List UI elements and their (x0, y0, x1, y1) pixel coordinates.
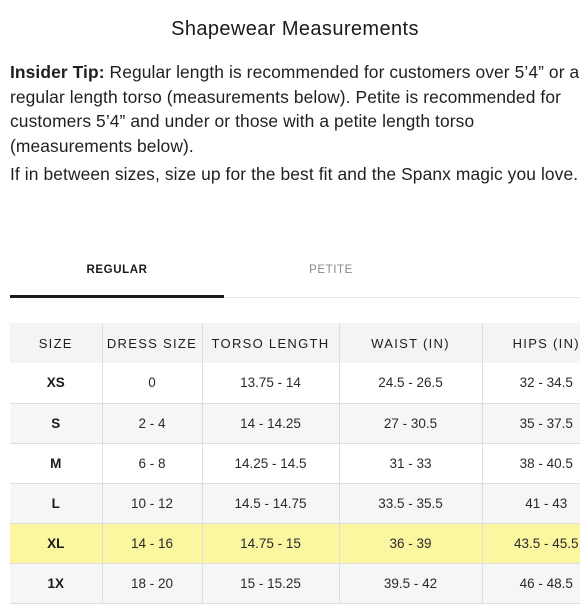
column-header-size: SIZE (10, 323, 102, 363)
table-row (10, 363, 580, 403)
tip-paragraph (10, 60, 580, 158)
tip-lead: Insider Tip: (10, 62, 105, 82)
torso-length-cell: 13.75 - 14 (202, 363, 339, 403)
size-cell: S (10, 403, 102, 443)
table-row (10, 443, 580, 483)
table-row (10, 403, 580, 443)
size-table (10, 323, 580, 604)
active-tab-indicator (10, 295, 224, 298)
dress-size-cell: 2 - 4 (102, 403, 202, 443)
waist-cell: 27 - 30.5 (339, 403, 482, 443)
hips-cell: 41 - 43 (525, 495, 568, 511)
column-header-hips: HIPS (IN) (512, 335, 580, 351)
size-cell: XL (10, 523, 102, 563)
table-row-highlighted (10, 523, 580, 563)
torso-length-cell: 14.25 - 14.5 (202, 443, 339, 483)
dress-size-cell: 14 - 16 (102, 523, 202, 563)
hips-cell: 46 - 48.5 (519, 575, 573, 591)
size-cell: XS (10, 363, 102, 403)
size-cell: L (10, 483, 102, 523)
torso-length-cell: 14.75 - 15 (202, 523, 339, 563)
torso-length-cell: 14 - 14.25 (202, 403, 339, 443)
dress-size-cell: 0 (102, 363, 202, 403)
tab-regular[interactable]: REGULAR (86, 264, 148, 276)
page-title: Shapewear Measurements (171, 18, 419, 40)
table-header-row (10, 323, 580, 363)
table-row (10, 483, 580, 523)
column-header-dress-size: DRESS SIZE (102, 323, 202, 363)
hips-cell: 43.5 - 45.5 (513, 535, 579, 551)
torso-length-cell: 14.5 - 14.75 (202, 483, 339, 523)
waist-cell: 39.5 - 42 (339, 563, 482, 603)
waist-cell: 31 - 33 (339, 443, 482, 483)
dress-size-cell: 10 - 12 (102, 483, 202, 523)
tip-note: If in between sizes, size up for the best fit and the Spanx magic you love. (10, 164, 579, 184)
size-chart (10, 323, 580, 604)
size-tabs (10, 255, 580, 299)
hips-cell: 32 - 34.5 (519, 375, 573, 391)
dress-size-cell: 6 - 8 (102, 443, 202, 483)
size-cell: M (10, 443, 102, 483)
waist-cell: 33.5 - 35.5 (339, 483, 482, 523)
size-cell: 1X (10, 563, 102, 603)
dress-size-cell: 18 - 20 (102, 563, 202, 603)
hips-cell: 38 - 40.5 (519, 455, 573, 471)
hips-cell: 35 - 37.5 (519, 415, 573, 431)
torso-length-cell: 15 - 15.25 (202, 563, 339, 603)
waist-cell: 36 - 39 (339, 523, 482, 563)
tip-text: Regular length is recommended for customers over 5’4” or a regular length torso (measurements below). Petite is recommended for customers 5’4” and under or those with a petite length torso (measurements below). (10, 62, 580, 156)
table-row (10, 563, 580, 603)
column-header-torso-length: TORSO LENGTH (202, 323, 339, 363)
insider-tip (10, 60, 580, 187)
column-header-waist: WAIST (IN) (339, 323, 482, 363)
waist-cell: 24.5 - 26.5 (339, 363, 482, 403)
tab-petite[interactable]: PETITE (309, 264, 353, 276)
